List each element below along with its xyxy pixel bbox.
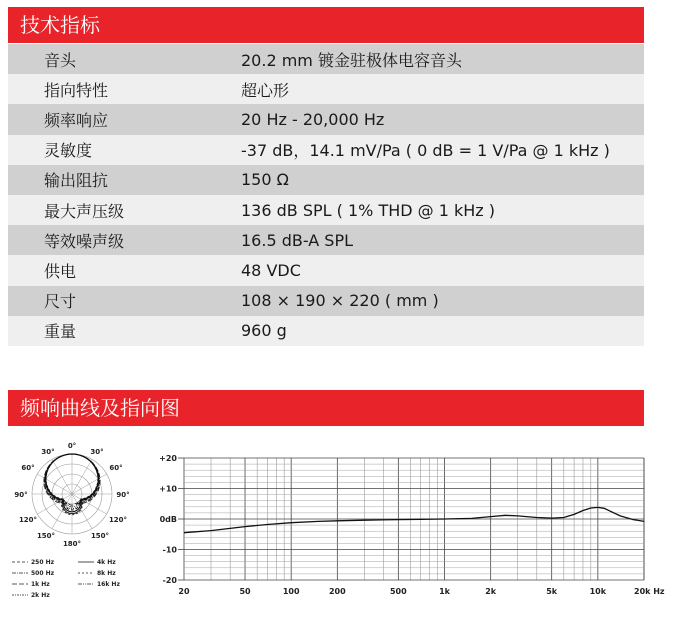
polar-angle-label: 120° — [18, 516, 38, 524]
spec-value: 20 Hz - 20,000 Hz — [241, 109, 385, 129]
spec-label: 尺寸 — [44, 292, 77, 312]
legend-label: 16k Hz — [97, 581, 120, 588]
spec-value: 108 × 190 × 220 ( mm ) — [241, 291, 439, 311]
response-curve-layer — [184, 507, 644, 532]
spec-row — [8, 316, 644, 346]
polar-angle-label: 30° — [90, 448, 104, 456]
legend-label: 1k Hz — [31, 581, 50, 588]
spec-value: 150 Ω — [241, 170, 289, 190]
x-tick-label: 2k — [485, 587, 497, 596]
spec-row — [8, 225, 644, 255]
y-axis-tick-labels — [159, 454, 184, 585]
spec-label: 频率响应 — [44, 110, 109, 130]
spec-label: 等效噪声级 — [44, 231, 125, 251]
spec-value: 48 VDC — [241, 260, 301, 280]
spec-row — [8, 195, 644, 225]
spec-label: 指向特性 — [44, 80, 109, 100]
y-tick-label: +10 — [159, 484, 177, 494]
x-tick-label: 20 — [178, 587, 190, 596]
polar-angle-label: 180° — [62, 540, 82, 548]
x-tick-label: 10k — [589, 587, 607, 596]
polar-angle-label: 0° — [67, 442, 77, 450]
specs-section-title: 技术指标 — [8, 7, 644, 43]
legend-label: 250 Hz — [31, 559, 55, 566]
y-tick-label: +20 — [159, 454, 177, 463]
x-tick-label: 50 — [239, 587, 251, 596]
legend-label: 8k Hz — [97, 570, 116, 577]
spec-table — [8, 44, 644, 346]
polar-angle-label: 150° — [36, 532, 56, 540]
spec-label: 供电 — [44, 261, 77, 281]
y-tick-label: 0dB — [159, 515, 177, 524]
spec-value: -37 dB，14.1 mV/Pa ( 0 dB = 1 V/Pa @ 1 kHz ) — [241, 141, 610, 161]
spec-row — [8, 255, 644, 285]
spec-row — [8, 44, 644, 74]
x-tick-label: 100 — [282, 587, 300, 596]
spec-label: 输出阻抗 — [44, 171, 109, 191]
x-tick-label: 500 — [389, 587, 407, 596]
polar-plot — [32, 454, 112, 534]
legend-label: 500 Hz — [31, 570, 55, 577]
x-tick-label: 20k Hz — [634, 587, 665, 596]
x-tick-label: 1k — [439, 587, 450, 596]
spec-row — [8, 74, 644, 104]
y-tick-label: -20 — [162, 576, 177, 585]
polar-angle-label: 90° — [14, 491, 28, 499]
spec-value: 20.2 mm 镀金驻极体电容音头 — [241, 50, 462, 70]
spec-label: 音头 — [44, 50, 77, 70]
spec-value: 960 g — [241, 321, 287, 341]
spec-label: 重量 — [44, 322, 77, 342]
polar-angle-label: 60° — [109, 464, 123, 472]
curves-section-title: 频响曲线及指向图 — [8, 390, 644, 426]
spec-row — [8, 286, 644, 316]
spec-row — [8, 135, 644, 165]
spec-value: 136 dB SPL ( 1% THD @ 1 kHz ) — [241, 200, 496, 220]
legend-label: 2k Hz — [31, 592, 50, 599]
legend-label: 4k Hz — [97, 559, 116, 566]
frequency-response-chart — [150, 446, 665, 610]
polar-angle-label: 120° — [108, 516, 128, 524]
polar-angle-label: 60° — [21, 464, 35, 472]
polar-angle-label: 90° — [116, 491, 130, 499]
spec-value: 16.5 dB-A SPL — [241, 230, 354, 250]
spec-label: 灵敏度 — [44, 141, 93, 161]
spec-value: 超心形 — [241, 80, 290, 100]
spec-label: 最大声压级 — [44, 201, 125, 221]
polar-legend — [12, 559, 120, 599]
spec-row — [8, 104, 644, 134]
response-curve — [184, 507, 644, 532]
spec-row — [8, 165, 644, 195]
polar-pattern-diagram — [8, 436, 142, 616]
x-axis-tick-labels — [178, 587, 665, 596]
x-tick-label: 5k — [546, 587, 558, 596]
y-tick-label: -10 — [162, 545, 177, 555]
polar-angle-label: 30° — [41, 448, 55, 456]
x-tick-label: 200 — [328, 587, 346, 596]
polar-angle-label: 150° — [90, 532, 110, 540]
